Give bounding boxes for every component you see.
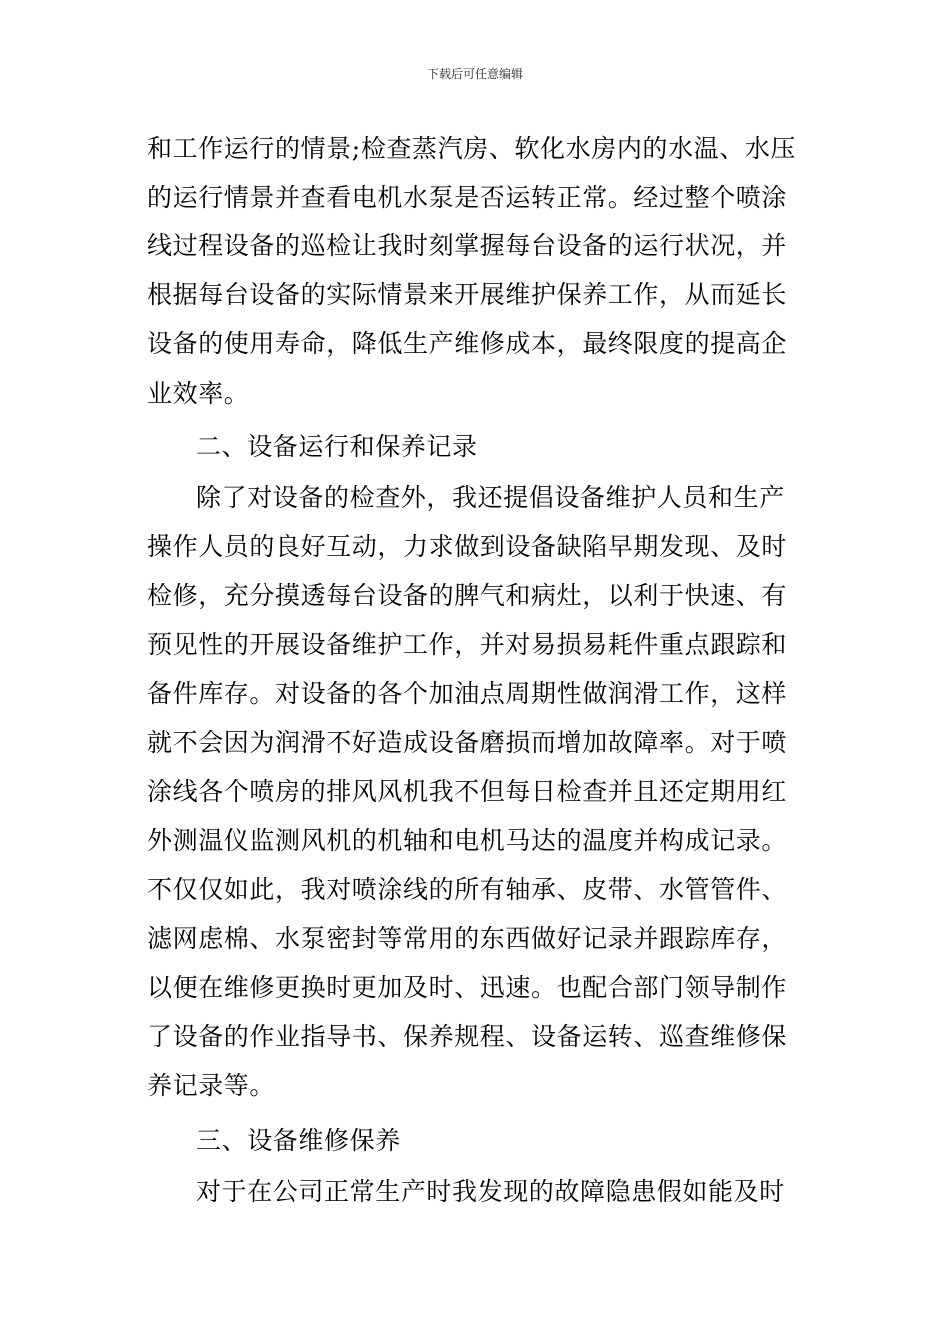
body-line: 线过程设备的巡检让我时刻掌握每台设备的运行状况，并 — [147, 231, 788, 260]
body-line: 检修，充分摸透每台设备的脾气和病灶，以利于快速、有 — [147, 581, 788, 610]
body-line: 备件库存。对设备的各个加油点周期性做润滑工作，这样 — [147, 679, 788, 708]
body-line: 涂线各个喷房的排风风机我不但每日检查并且还定期用红 — [147, 777, 788, 806]
body-line: 业效率。 — [147, 379, 250, 408]
paragraph-first-line: 除了对设备的检查外，我还提倡设备维护人员和生产 — [196, 483, 785, 512]
body-line: 不仅仅如此，我对喷涂线的所有轴承、皮带、水管管件、 — [147, 875, 788, 904]
paragraph-first-line: 对于在公司正常生产时我发现的故障隐患假如能及时 — [196, 1177, 785, 1206]
body-line: 和工作运行的情景;检查蒸汽房、软化水房内的水温、水压 — [147, 134, 797, 163]
body-line: 设备的使用寿命，降低生产维修成本，最终限度的提高企 — [147, 329, 788, 358]
body-line: 外测温仪监测风机的机轴和电机马达的温度并构成记录。 — [147, 826, 788, 855]
page-header: 下载后可任意编辑 — [426, 67, 523, 81]
section-heading: 二、设备运行和保养记录 — [196, 432, 478, 461]
body-line: 的运行情景并查看电机水泵是否运转正常。经过整个喷涂 — [147, 183, 788, 212]
section-heading: 三、设备维修保养 — [196, 1126, 401, 1155]
body-line: 根据每台设备的实际情景来开展维护保养工作，从而延长 — [147, 280, 788, 309]
body-line: 就不会因为润滑不好造成设备磨损而增加故障率。对于喷 — [147, 728, 788, 757]
body-line: 养记录等。 — [147, 1071, 276, 1100]
body-line: 操作人员的良好互动，力求做到设备缺陷早期发现、及时 — [147, 532, 788, 561]
body-line: 滤网虑棉、水泵密封等常用的东西做好记录并跟踪库存， — [147, 924, 788, 953]
body-line: 预见性的开展设备维护工作，并对易损易耗件重点跟踪和 — [147, 630, 788, 659]
body-line: 以便在维修更换时更加及时、迅速。也配合部门领导制作 — [147, 973, 788, 1002]
body-line: 了设备的作业指导书、保养规程、设备运转、巡查维修保 — [147, 1022, 788, 1051]
